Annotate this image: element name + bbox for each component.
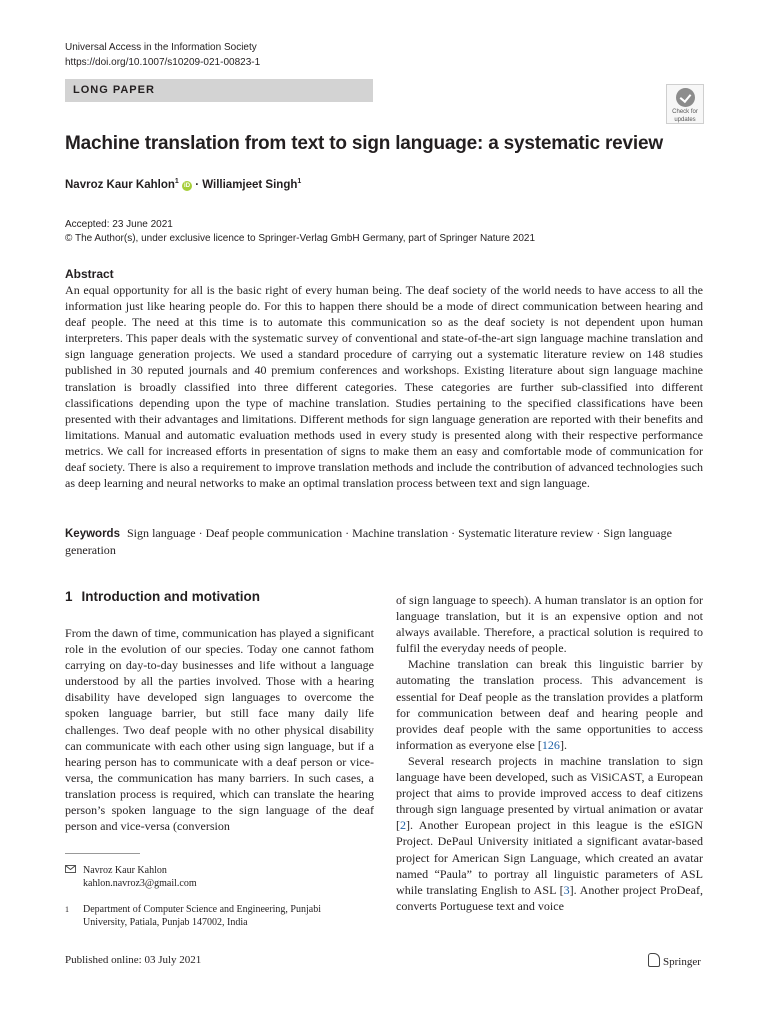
author-name[interactable]: Williamjeet Singh (202, 178, 298, 191)
paragraph: From the dawn of time, communication has played a significant role in the evolution of our species. Today one cannot fathom carrying on day-to-day businesses and life without a language understood by all the parties involved. Those with a hearing disability have developed sign languages to overcome the spoken language barrier, but still face many daily life challenges. Two deaf people with no other physical disability can communicate with each other using sign language, but if a hearing person has to communicate with a deaf person or vice-versa, the communication has many barriers. In such cases, a translation process is required, which can translate the hearing person’s spoken language to the sign language of the deaf person and vice-versa (conversion (65, 626, 374, 834)
affiliation-sup: 1 (297, 178, 302, 185)
check-for-updates-icon (676, 88, 695, 107)
author-list (65, 178, 301, 191)
crossmark-line2: updates (674, 117, 696, 123)
affiliation-line: University, Patiala, Punjab 147002, India (83, 917, 248, 928)
copyright-notice: © The Author(s), under exclusive licence to Springer-Verlag GmbH Germany, part of Springer Nature 2021 (65, 233, 535, 244)
doi-link[interactable]: https://doi.org/10.1007/s10209-021-00823-1 (65, 57, 261, 68)
contact-email[interactable]: kahlon.navroz3@gmail.com (83, 878, 197, 889)
paper-type-banner (65, 79, 373, 102)
paragraph: of sign language to speech). A human translator is an option for language translation, but it is an expensive option and not always available. Therefore, a practical solution is required to fulfil the everyday needs of people. (396, 593, 703, 656)
paragraph-text: ]. Another European project in this league is the eSIGN Project. DePaul University initiated a significant avatar-based project for American Sign Language, which created an avatar named “Paula” to portray all linguistic parameters of ASL while translating English to ASL [ (396, 818, 703, 897)
right-column (396, 592, 703, 914)
paragraph-text: ]. Another project ProDeaf, converts Portuguese text and voice (396, 882, 704, 913)
footnote-divider (65, 853, 140, 854)
paper-title: Machine translation from text to sign language: a systematic review (65, 133, 663, 154)
contact-name: Navroz Kaur Kahlon (83, 865, 167, 876)
citation-link[interactable]: 3 (563, 882, 570, 897)
publisher-name: Springer (663, 956, 701, 968)
affiliation-line: Department of Computer Science and Engineering, Punjabi (83, 904, 321, 915)
abstract-heading: Abstract (65, 267, 114, 281)
affiliation-sup: 1 (174, 178, 179, 185)
paragraph (396, 656, 703, 753)
dates-block (65, 218, 535, 246)
paragraph-text: ]. (559, 737, 567, 752)
crossmark-line1: Check for (672, 109, 698, 115)
keywords-heading: Keywords (65, 528, 120, 540)
paragraph (396, 753, 703, 914)
citation-link[interactable]: 126 (541, 737, 560, 752)
springer-horse-icon (648, 953, 660, 967)
paragraph-text: Several research projects in machine translation to sign language have been developed, such as ViSiCAST, a European project that aims to provide improved access to deaf citizens through sign language presented by virtual animation or avatar [ (396, 753, 703, 833)
keywords-text: Sign language · Deaf people communication · Machine translation · Systematic literature review · Sign language generation (65, 526, 672, 558)
author-separator: · (192, 178, 203, 191)
section-number: 1 (65, 589, 73, 604)
paragraph-text: Machine translation can break this linguistic barrier by automating the translation process. This advancement is essential for Deaf people as the translation provides a platform for communication between deaf and hearing people and provides deaf people with the same opportunities to access information as everyone else [ (396, 657, 703, 752)
abstract-text: An equal opportunity for all is the basic right of every human being. The deaf society of the world needs to have access to all the information just like hearing people do. For this to happen there should be a mode of direct communication between hearing and deaf people. The need at this time is to automate this communication so as the deaf society is not dependent upon human interpreters. This paper deals with the systematic survey of conventional and state-of-the-art sign language machine translation and sign language generation projects. We used a standard procedure of carrying out a systematic literature review on 148 studies published in 30 reputed journals and 40 premium conferences and workshops. Existing literature about sign language machine translation is broadly classified into three different categories. These categories are further sub-classified into different classifications depending upon the type of machine translation. Studies pertaining to the specified classifications have been presented with their advantages and limitations. Different methods for sign language generation are reported with their benefits and limitations. Manual and automatic evaluation methods used in every study is presented along with their respective performance metrics. We call for increased efforts in presentation of signs to make them an easy and comfortable mode of communication for deaf society. There is also a requirement to improve translation methods and include the contribution of advanced technologies such as deep learning and neural networks to make an optimal translation process between text and sign language. (65, 283, 703, 491)
citation-link[interactable]: 2 (400, 818, 407, 833)
left-column (65, 625, 374, 834)
author-name[interactable]: Navroz Kaur Kahlon (65, 178, 175, 191)
journal-info (65, 40, 260, 70)
section-heading (65, 589, 260, 604)
section-title: Introduction and motivation (81, 589, 261, 604)
paper-type-label: LONG PAPER (73, 84, 155, 96)
accepted-date: Accepted: 23 June 2021 (65, 219, 173, 230)
orcid-icon[interactable]: iD (184, 182, 191, 189)
published-date: Published online: 03 July 2021 (65, 954, 202, 966)
affiliation-number: 1 (65, 905, 69, 914)
publisher-logo[interactable] (648, 953, 701, 968)
envelope-icon (65, 864, 76, 877)
check-for-updates-badge[interactable] (666, 84, 704, 124)
journal-name: Universal Access in the Information Society (65, 42, 257, 53)
keywords-block (65, 525, 703, 558)
